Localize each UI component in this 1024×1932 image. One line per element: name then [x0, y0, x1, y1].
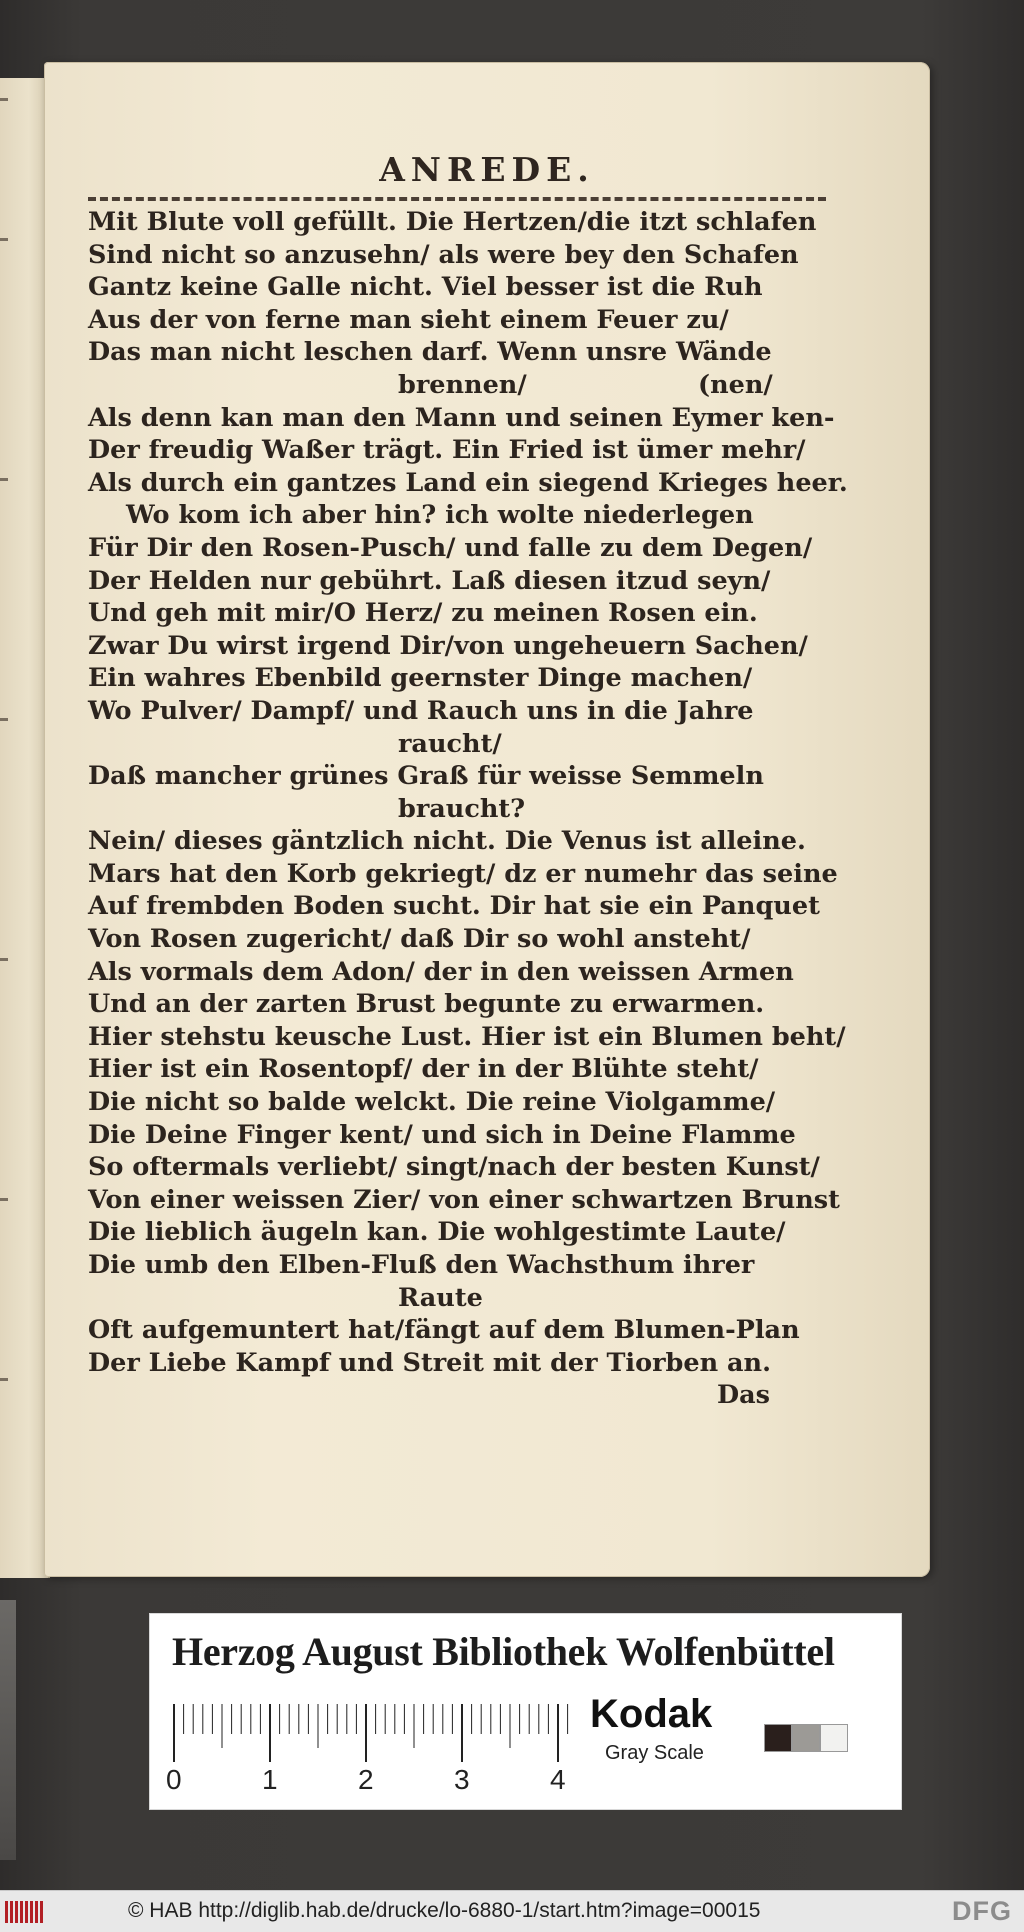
book-page: [44, 62, 930, 1577]
text-line: Hier ist ein Rosentopf/ der in der Blühte steht/: [88, 1054, 759, 1085]
cm-ruler: [172, 1700, 584, 1770]
gray-swatches: [764, 1724, 848, 1752]
ruler-label: 4: [550, 1764, 566, 1795]
text-line: Und geh mit mir/O Herz/ zu meinen Rosen ein.: [88, 598, 758, 629]
text-line: Für Dir den Rosen-Pusch/ und falle zu dem Degen/: [88, 532, 813, 563]
dfg-logo: DFG: [952, 1896, 1012, 1926]
text-line: Wo kom ich aber hin? ich wolte niederlegen: [126, 500, 754, 531]
text-line: Der Liebe Kampf und Streit mit der Tiorben an.: [88, 1347, 771, 1378]
gray-scale-label: Gray Scale: [605, 1742, 704, 1764]
text-line: Sind nicht so anzusehn/ als were bey den Schafen: [88, 239, 799, 270]
poem-text: [88, 206, 878, 1412]
text-line: Als durch ein gantzes Land ein siegend Krieges heer.: [88, 467, 848, 498]
text-line: Als denn kan man den Mann und seinen Eymer ken-: [88, 402, 835, 433]
text-line: Daß mancher grünes Graß für weisse Semmeln: [88, 761, 764, 792]
text-line: Raute: [398, 1282, 483, 1313]
text-line: braucht?: [398, 793, 526, 824]
text-line: Aus der von ferne man sieht einem Feuer zu/: [88, 304, 729, 335]
footer-bar: [0, 1890, 1024, 1932]
text-line: Mars hat den Korb gekriegt/ dz er numehr das seine: [88, 858, 838, 889]
text-line: So oftermals verliebt/ singt/nach der besten Kunst/: [88, 1152, 820, 1183]
text-line: Und an der zarten Brust begunte zu erwarmen.: [88, 989, 765, 1020]
ornamental-rule: [88, 197, 826, 201]
text-line: Das: [717, 1380, 770, 1411]
running-head: ANREDE.: [379, 150, 595, 189]
text-line: Hier stehstu keusche Lust. Hier ist ein Blumen beht/: [88, 1021, 846, 1052]
text-line: raucht/: [398, 728, 502, 759]
text-line: Ein wahres Ebenbild geernster Dinge machen/: [88, 663, 753, 694]
text-line: Von einer weissen Zier/ von einer schwartzen Brunst: [88, 1184, 840, 1215]
text-line: Nein/ dieses gäntzlich nicht. Die Venus ist alleine.: [88, 826, 806, 857]
ruler-label: 0: [166, 1764, 182, 1795]
text-line: Oft aufgemuntert hat/fängt auf dem Blumen-Plan: [88, 1315, 800, 1346]
copyright-url[interactable]: © HAB http://diglib.hab.de/drucke/lo-6880-1/start.htm?image=00015: [128, 1899, 761, 1922]
text-line: Die umb den Elben-Fluß den Wachsthum ihrer: [88, 1250, 755, 1280]
text-line: Die Deine Finger kent/ und sich in Deine Flamme: [88, 1119, 796, 1150]
text-line: Die lieblich äugeln kan. Die wohlgestimte Laute/: [88, 1217, 786, 1248]
text-line: Zwar Du wirst irgend Dir/von ungeheuern Sachen/: [88, 630, 808, 661]
adjacent-page-edge: [0, 78, 50, 1578]
text-line: Wo Pulver/ Dampf/ und Rauch uns in die Jahre: [88, 695, 754, 726]
ruler-label: 1: [262, 1764, 278, 1795]
text-line: Als vormals dem Adon/ der in den weissen Armen: [88, 956, 794, 987]
text-line: Der Helden nur gebührt. Laß diesen itzud seyn/: [88, 565, 771, 596]
ruler-label: 2: [358, 1764, 374, 1795]
text-line: Auf frembden Boden sucht. Dir hat sie ein Panquet: [88, 891, 820, 922]
gray-swatch: [792, 1724, 820, 1752]
gray-swatch: [764, 1724, 792, 1752]
gray-swatch: [820, 1724, 848, 1752]
text-line: Mit Blute voll gefüllt. Die Hertzen/die itzt schlafen: [88, 207, 817, 237]
text-line: Der freudig Waßer trägt. Ein Fried ist ümer mehr/: [88, 435, 806, 466]
text-line: Das man nicht leschen darf. Wenn unsre Wände: [88, 337, 772, 368]
kodak-logo: Kodak: [590, 1692, 713, 1736]
hab-logo-icon: [5, 1901, 43, 1923]
text-line: [88, 369, 878, 402]
library-color-card: [149, 1613, 902, 1810]
text-line: Von Rosen zugericht/ daß Dir so wohl ansteht/: [88, 924, 751, 955]
ruler-label: 3: [454, 1764, 470, 1795]
scanner-clip: [0, 1600, 16, 1860]
text-line-tail: (nen/: [698, 369, 773, 400]
text-line: Gantz keine Galle nicht. Viel besser ist die Ruh: [88, 272, 763, 303]
library-name: Herzog August Bibliothek Wolfenbüttel: [172, 1629, 835, 1674]
text-line: Die nicht so balde welckt. Die reine Violgamme/: [88, 1087, 776, 1118]
text-line-main: brennen/: [398, 369, 527, 400]
